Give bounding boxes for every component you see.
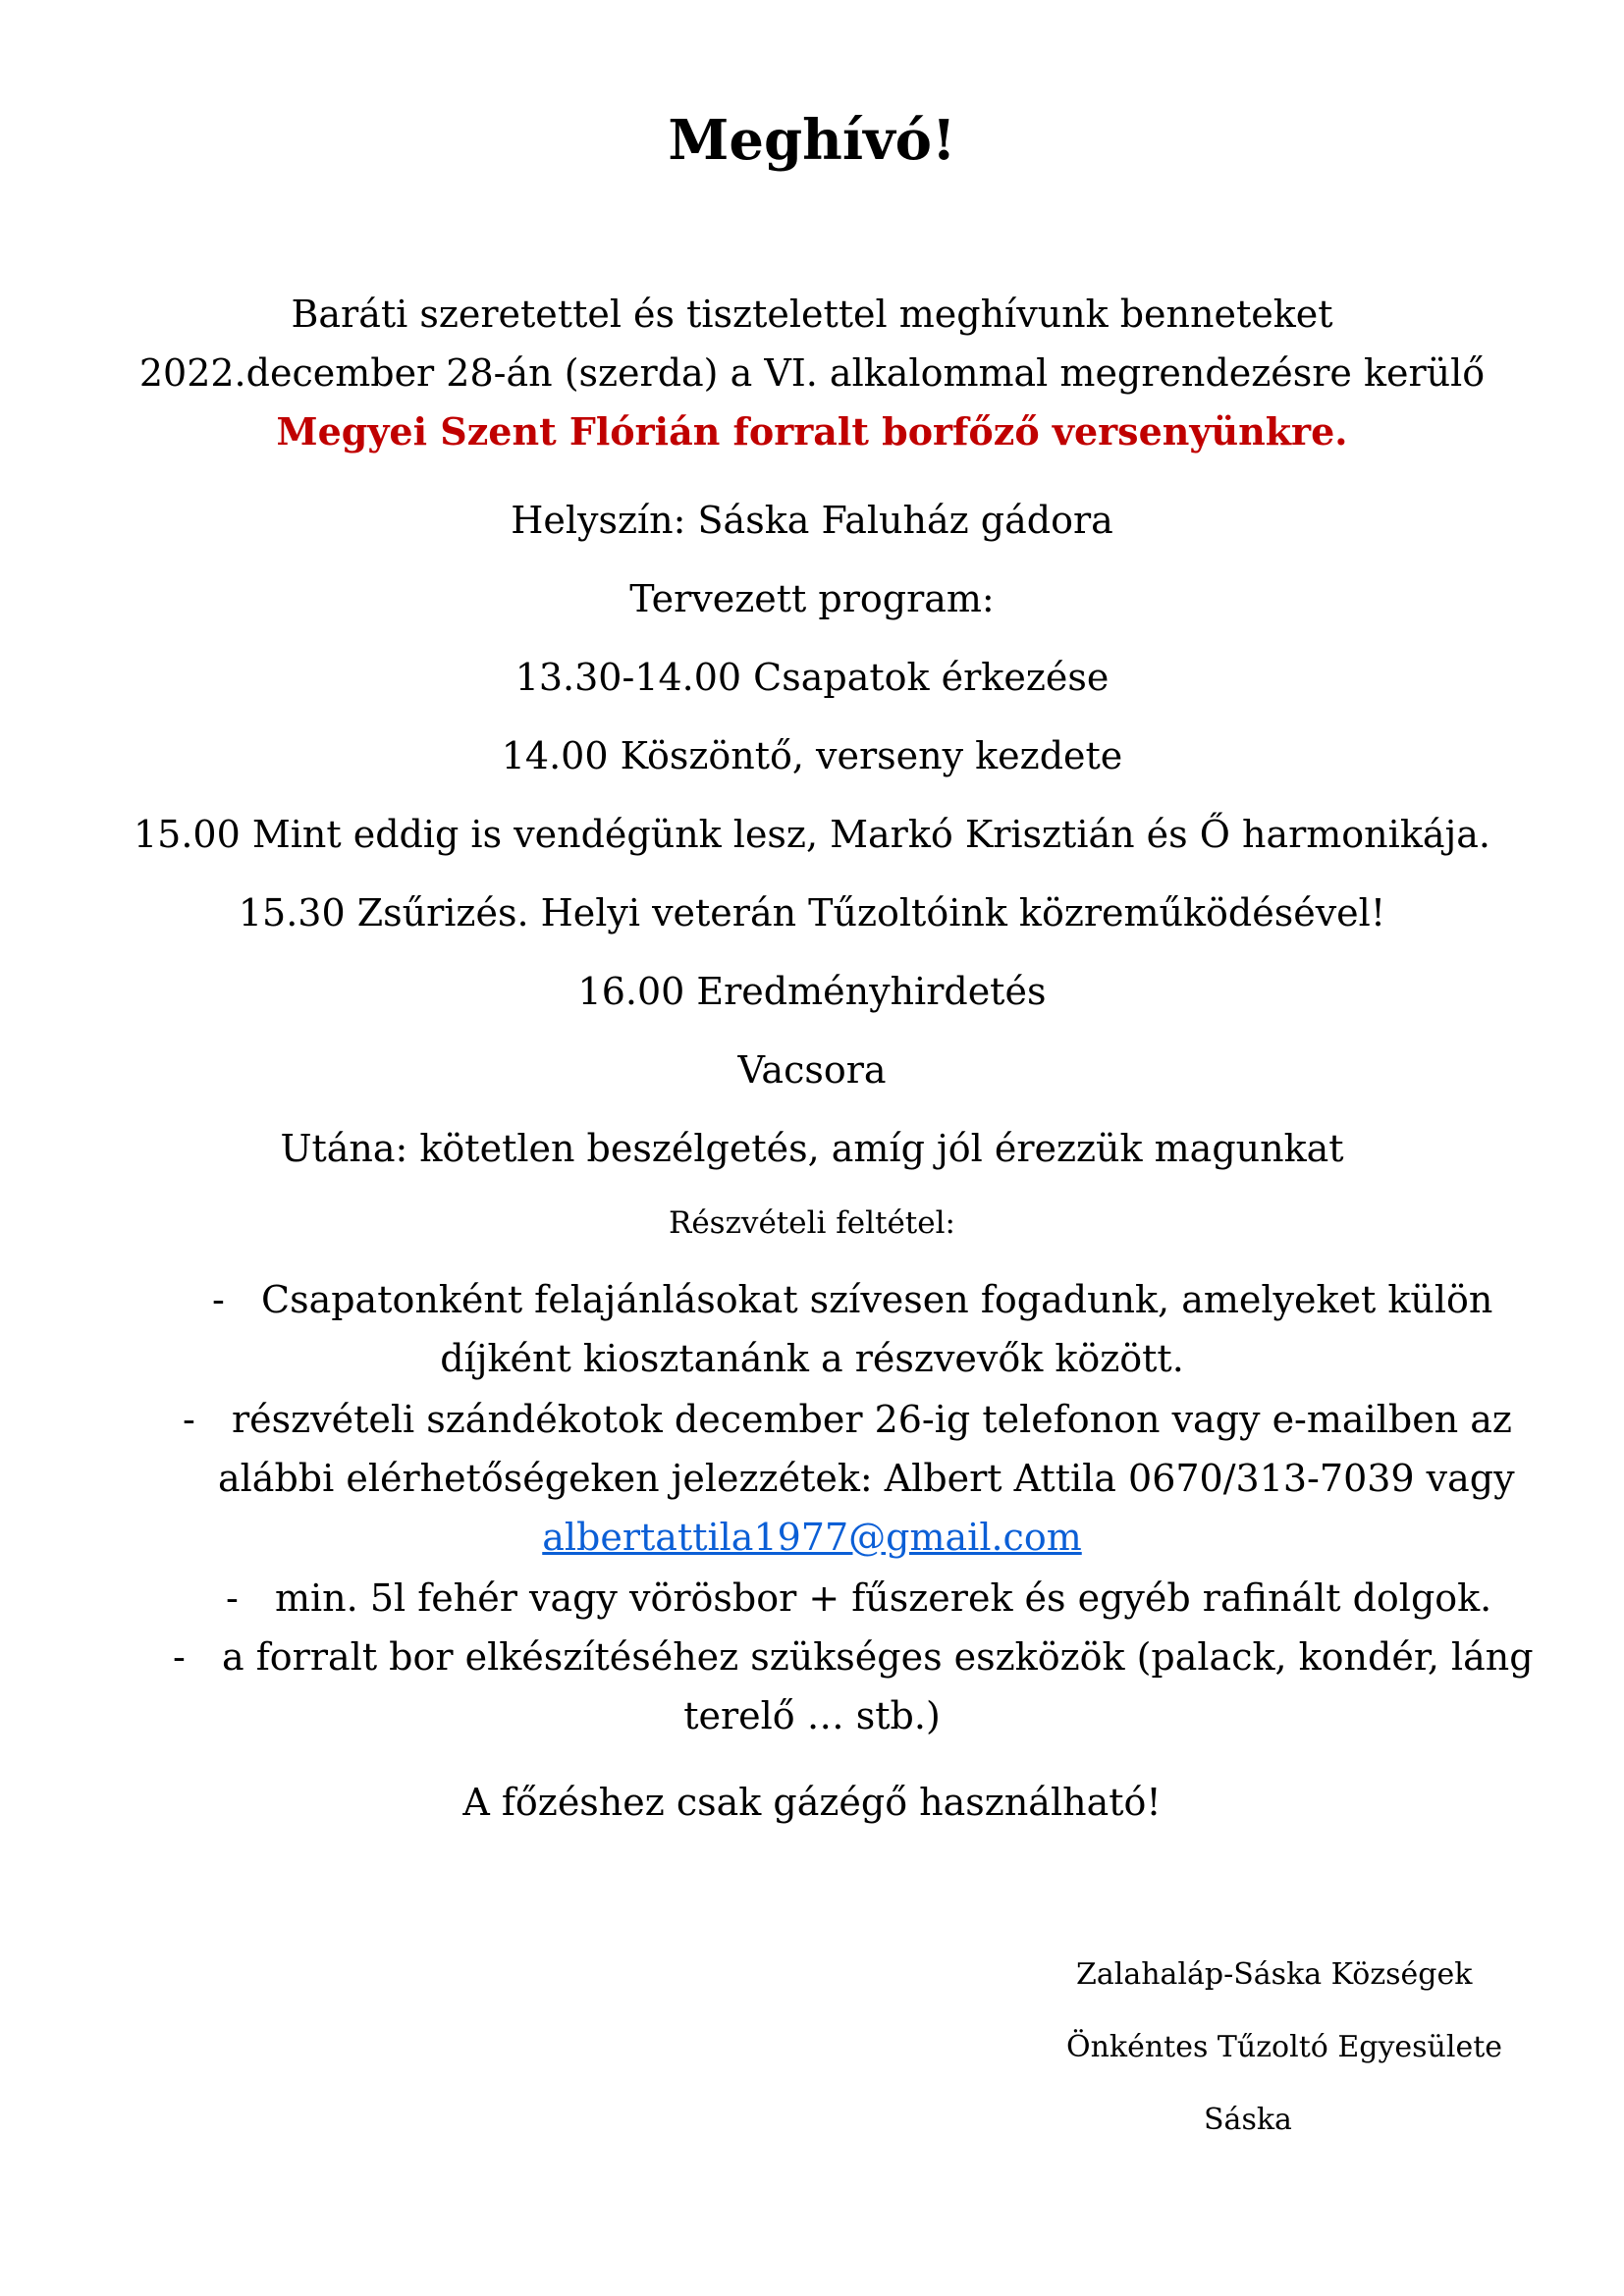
condition-item-4-line-2: terelő … stb.) [683, 1694, 941, 1737]
intro-line-1: Baráti szeretettel és tisztelettel meghívunk benneteket [291, 293, 1333, 336]
program-item: 15.00 Mint eddig is vendégünk lesz, Markó Krisztián és Ő harmonikája. [133, 813, 1491, 856]
program-item: Vacsora [737, 1048, 887, 1092]
condition-item-2-line-1: részvételi szándékotok december 26-ig telefonon vagy e-mailben az [232, 1398, 1512, 1441]
condition-item-2-line-2: alábbi elérhetőségeken jelezzétek: Albert Attila 0670/313-7039 vagy [218, 1457, 1515, 1500]
bullet-dash: - [183, 1398, 195, 1441]
bullet-dash: - [212, 1278, 225, 1321]
program-heading: Tervezett program: [629, 577, 995, 620]
program-item: 15.30 Zsűrizés. Helyi veterán Tűzoltóink közreműködésével! [238, 891, 1386, 934]
program-item: 14.00 Köszöntő, verseny kezdete [501, 734, 1123, 777]
page-title: Meghívó! [668, 108, 956, 173]
program-item: 16.00 Eredményhirdetés [577, 970, 1047, 1013]
intro-line-2: 2022.december 28-án (szerda) a VI. alkalommal megrendezésre kerülő [138, 351, 1486, 395]
bullet-dash: - [226, 1576, 239, 1620]
bullet-dash: - [173, 1635, 186, 1679]
cooking-note: A főzéshez csak gázégő használható! [462, 1781, 1162, 1824]
conditions-heading: Részvételi feltétel: [669, 1205, 955, 1241]
program-item: Utána: kötetlen beszélgetés, amíg jól érezzük magunkat [280, 1127, 1344, 1170]
signature-line-3: Sáska [1204, 2103, 1292, 2137]
condition-item-1-line-1: Csapatonként felajánlásokat szívesen fogadunk, amelyeket külön [261, 1278, 1493, 1321]
signature-line-1: Zalahaláp-Sáska Községek [1076, 1957, 1473, 1992]
signature-line-2: Önkéntes Tűzoltó Egyesülete [1066, 2030, 1503, 2064]
event-name: Megyei Szent Flórián forralt borfőző versenyünkre. [276, 409, 1348, 454]
condition-item-4-line-1: a forralt bor elkészítéséhez szükséges eszközök (palack, kondér, láng [222, 1635, 1534, 1679]
program-item: 13.30-14.00 Csapatok érkezése [514, 656, 1110, 699]
email-link[interactable]: albertattila1977@gmail.com [542, 1516, 1082, 1559]
condition-item-3-line-1: min. 5l fehér vagy vörösbor + fűszerek és egyéb rafinált dolgok. [275, 1576, 1492, 1620]
condition-item-1-line-2: díjként kiosztanánk a részvevők között. [440, 1337, 1184, 1380]
location-text: Helyszín: Sáska Faluház gádora [511, 499, 1113, 542]
